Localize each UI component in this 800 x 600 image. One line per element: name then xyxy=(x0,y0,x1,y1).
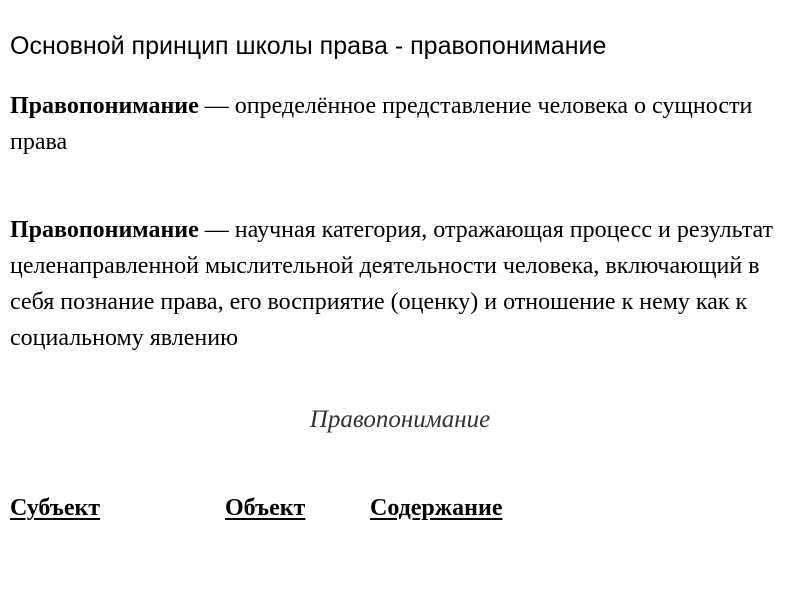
center-label: Правопонимание xyxy=(309,406,491,433)
definition-text: — научная категория, отражающая процесс и результат целенаправленной мыслительной деятельности человека, включающий в себя познание права, его восприятие (оценку) и отношение к нему как к социальному явлению xyxy=(10,217,773,351)
slide-title: Основной принцип школы права - правопонимание xyxy=(10,32,607,60)
definition-term: Правопонимание xyxy=(10,217,199,243)
definition-paragraph-2 xyxy=(10,212,790,356)
category-object: Объект xyxy=(225,495,306,521)
category-row xyxy=(0,491,800,525)
definition-text: — определённое представление человека о сущности права xyxy=(10,93,753,155)
definition-term: Правопонимание xyxy=(10,93,199,119)
definition-paragraph-1 xyxy=(10,88,790,160)
category-content: Содержание xyxy=(370,495,503,521)
category-subject: Субъект xyxy=(10,495,101,521)
